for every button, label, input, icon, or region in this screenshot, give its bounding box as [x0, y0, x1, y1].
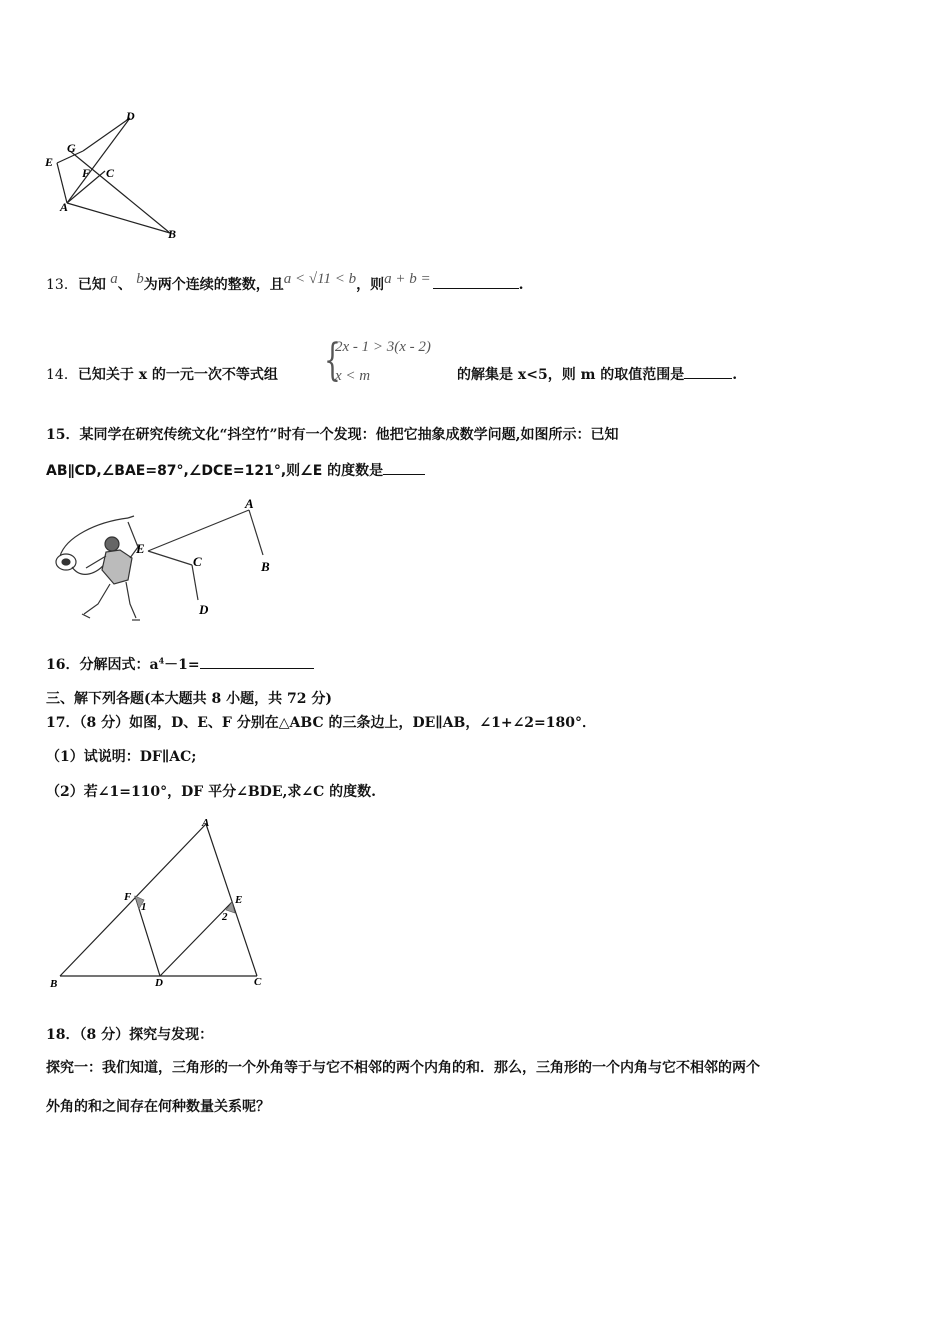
label-f: F	[124, 891, 132, 903]
figure-q15	[46, 492, 286, 627]
label-a: A	[245, 496, 254, 511]
q17-line-1: 17．（8 分）如图，D、E、F 分别在△ABC 的三条边上，DE∥AB，∠1+∠2=180°．	[46, 715, 597, 731]
question-14	[46, 364, 278, 384]
label-d: D	[155, 977, 163, 989]
seg-cd	[192, 565, 198, 600]
q18-line-2: 探究一：我们知道，三角形的一个外角等于与它不相邻的两个内角的和．那么，三角形的一个内角与它不相邻的两个	[46, 1060, 760, 1076]
seg-ab	[67, 203, 170, 233]
q14-number: 14．	[46, 367, 78, 383]
q16-text: 16．分解因式：a	[46, 657, 159, 673]
q13-text-2: 为两个连续的整数，且	[143, 277, 284, 293]
label-2: 2	[222, 911, 228, 923]
seg-ea	[57, 163, 67, 203]
q13-expression: a + b =	[384, 271, 431, 287]
q17-line-3: （2）若∠1=110°，DF 平分∠BDE,求∠C 的度数.	[46, 784, 376, 800]
label-c: C	[193, 554, 202, 569]
q13-var-b: b	[136, 271, 144, 287]
q14-answer-blank[interactable]	[684, 364, 732, 379]
label-b: B	[50, 978, 58, 990]
q15-line-2: AB∥CD,∠BAE=87°,∠DCE=121°,则∠E 的度数是	[46, 463, 384, 479]
label-1: 1	[141, 901, 147, 913]
section-3-heading: 三、解下列各题(本大题共 8 小题，共 72 分)	[46, 691, 332, 707]
question-13	[46, 271, 524, 294]
label-f: F	[82, 166, 91, 180]
q13-sep: 、	[117, 277, 132, 293]
label-a: A	[60, 200, 69, 214]
label-c: C	[106, 166, 115, 180]
q15-line-1: 15．某同学在研究传统文化“抖空竹”时有一个发现：他把它抽象成数学问题,如图所示：已知	[46, 427, 619, 443]
q14-system-line-1: 2x - 1 > 3(x - 2)	[335, 339, 431, 355]
q13-inequality: a < √11 < b	[283, 271, 357, 287]
label-b: B	[261, 559, 270, 574]
seg-gb	[70, 151, 170, 233]
question-16	[46, 654, 314, 674]
kongzhu-player-illustration	[56, 516, 140, 620]
q18-line-1: 18．（8 分）探究与发现：	[46, 1027, 214, 1043]
label-a: A	[202, 817, 210, 829]
q16-superscript: 4	[158, 655, 165, 666]
seg-ec	[148, 551, 192, 565]
q13-end: .	[518, 277, 524, 293]
figure-q12	[40, 105, 190, 245]
q18-line-3: 外角的和之间存在何种数量关系呢？	[46, 1099, 270, 1115]
seg-ac	[206, 824, 257, 976]
seg-da	[67, 118, 130, 203]
seg-ba	[60, 824, 206, 976]
q13-number: 13．	[46, 277, 78, 293]
label-b: B	[168, 227, 177, 241]
q14-system-line-2: x < m	[335, 368, 371, 384]
q14-brace: {	[324, 335, 341, 386]
q15-answer-blank[interactable]	[383, 460, 425, 475]
label-e: E	[235, 894, 243, 906]
q15-line-2-wrap	[46, 460, 425, 480]
q14-text-2: 的解集是 x<5，则 m 的取值范围是	[457, 367, 685, 383]
q16-answer-blank[interactable]	[200, 654, 314, 669]
label-e: E	[45, 155, 54, 169]
q13-var-a: a	[110, 271, 118, 287]
q17-line-2: （1）试说明：DF∥AC;	[46, 749, 197, 765]
label-g: G	[67, 141, 76, 155]
q14-tail	[457, 364, 737, 384]
q13-text-1: 已知	[77, 277, 106, 293]
q13-text-3: ，则	[356, 277, 385, 293]
seg-dg	[83, 118, 130, 151]
q14-text-1: 已知关于 x 的一元一次不等式组	[77, 367, 278, 383]
q16-rest: －1=	[164, 657, 200, 673]
label-c: C	[254, 976, 262, 988]
label-d: D	[126, 109, 135, 123]
seg-ab	[249, 510, 263, 555]
label-e: E	[136, 541, 145, 556]
q14-end: .	[732, 367, 738, 383]
figure-q17	[44, 812, 274, 992]
seg-ea	[148, 510, 249, 551]
label-d: D	[199, 602, 209, 617]
q13-answer-blank[interactable]	[433, 274, 519, 289]
